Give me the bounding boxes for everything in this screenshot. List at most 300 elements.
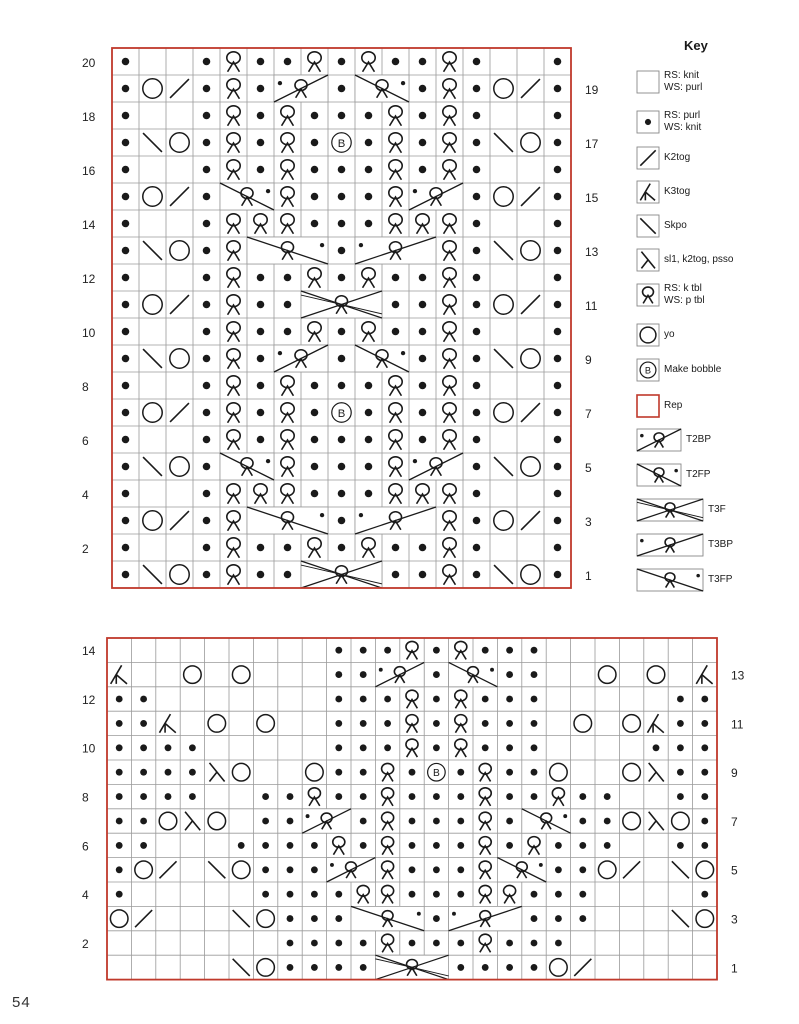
purl-dot-icon — [701, 696, 708, 703]
purl-dot-icon — [122, 517, 130, 525]
row-number-right: 5 — [731, 863, 738, 878]
k2tog-icon — [135, 910, 152, 927]
purl-dot-icon — [392, 544, 400, 552]
purl-dot-icon — [701, 720, 708, 727]
ktbl-icon — [443, 511, 456, 531]
key-item-label: sl1, k2tog, psso — [664, 254, 734, 265]
purl-dot-icon — [311, 463, 319, 471]
ktbl-icon — [406, 690, 418, 708]
purl-dot-icon — [433, 842, 440, 849]
purl-dot-icon — [506, 696, 513, 703]
purl-dot-icon — [360, 720, 367, 727]
yo-icon — [494, 295, 513, 314]
skpo-icon — [672, 861, 689, 878]
key-item-label: RS: purl WS: knit — [664, 110, 702, 133]
key-item-label: T2FP — [686, 469, 711, 480]
purl-dot-icon — [419, 139, 427, 147]
purl-dot-icon — [311, 842, 318, 849]
purl-dot-icon — [338, 436, 346, 444]
purl-dot-icon — [457, 940, 464, 947]
purl-dot-icon — [579, 915, 586, 922]
purl-dot-icon — [473, 220, 481, 228]
purl-dot-icon — [311, 409, 319, 417]
purl-dot-icon — [311, 940, 318, 947]
row-number-left: 20 — [82, 55, 96, 70]
ktbl-icon — [443, 322, 456, 342]
purl-dot-icon — [203, 436, 211, 444]
ktbl-icon — [382, 812, 394, 830]
key-item — [636, 498, 726, 522]
ktbl-icon — [443, 268, 456, 288]
purl-dot-icon — [287, 940, 294, 947]
skpo-icon — [143, 457, 162, 476]
k2tog-icon — [170, 403, 189, 422]
chart-2 — [80, 638, 767, 982]
key-item-label: Skpo — [664, 220, 687, 231]
purl-dot-icon — [287, 866, 294, 873]
purl-dot-icon — [257, 112, 265, 120]
purl-dot-icon — [555, 866, 562, 873]
purl-dot-icon — [311, 490, 319, 498]
purl-dot-icon — [122, 193, 130, 201]
t2bp-icon — [302, 809, 351, 833]
purl-dot-icon — [473, 139, 481, 147]
purl-dot-icon — [122, 571, 130, 579]
yo-icon — [521, 241, 540, 260]
purl-dot-icon — [338, 517, 346, 525]
purl-dot-icon — [531, 744, 538, 751]
key-item-label: Rep — [664, 400, 683, 411]
ktbl-icon — [389, 106, 402, 126]
k2tog-icon — [574, 959, 591, 976]
k2tog-icon — [521, 511, 540, 530]
purl-dot-icon — [531, 769, 538, 776]
yo-icon — [135, 861, 153, 879]
purl-dot-icon — [140, 769, 147, 776]
k2tog-icon — [170, 187, 189, 206]
k2tog-icon — [521, 295, 540, 314]
purl-dot-icon — [677, 744, 684, 751]
purl-dot-icon — [311, 220, 319, 228]
purl-dot-icon — [392, 301, 400, 309]
purl-dot-icon — [140, 793, 147, 800]
purl-dot-icon — [531, 964, 538, 971]
ktbl-icon — [479, 812, 491, 830]
purl-dot-icon — [579, 891, 586, 898]
purl-dot-icon — [203, 328, 211, 336]
key-item — [636, 463, 710, 487]
purl-dot-icon — [419, 544, 427, 552]
ktbl-icon — [389, 403, 402, 423]
purl-dot-icon — [116, 891, 123, 898]
t2fp-icon — [355, 75, 409, 102]
purl-dot-icon — [392, 328, 400, 336]
row-number-left: 10 — [82, 741, 96, 756]
purl-dot-icon — [554, 382, 562, 390]
yo-icon — [170, 133, 189, 152]
purl-dot-icon — [554, 355, 562, 363]
purl-dot-icon — [473, 85, 481, 93]
row-number-left: 12 — [82, 692, 96, 707]
purl-dot-icon — [122, 382, 130, 390]
purl-dot-icon — [384, 647, 391, 654]
ktbl-icon — [227, 241, 240, 261]
yo-icon — [636, 323, 660, 347]
purl-dot-icon — [506, 793, 513, 800]
ktbl-icon — [389, 430, 402, 450]
ktbl-icon — [227, 52, 240, 72]
skpo-icon — [494, 133, 513, 152]
yo-icon — [143, 187, 162, 206]
skpo-icon — [494, 565, 513, 584]
yo-icon — [623, 715, 641, 733]
ktbl-icon — [254, 214, 267, 234]
purl-dot-icon — [554, 463, 562, 471]
row-number-right: 3 — [585, 514, 592, 529]
sl1-k2tog-psso-icon — [209, 763, 224, 782]
purl-dot-icon — [473, 463, 481, 471]
purl-dot-icon — [677, 769, 684, 776]
purl-dot-icon — [531, 647, 538, 654]
purl-dot-icon — [262, 818, 269, 825]
purl-dot-icon — [604, 842, 611, 849]
skpo-icon — [636, 214, 660, 238]
purl-dot-icon — [122, 490, 130, 498]
t2bp-icon — [636, 428, 682, 452]
ktbl-icon — [443, 295, 456, 315]
purl-dot-icon — [419, 436, 427, 444]
purl-dot-icon — [238, 842, 245, 849]
purl-dot-icon — [531, 915, 538, 922]
purl-dot-icon — [579, 818, 586, 825]
purl-dot-icon — [360, 696, 367, 703]
key-item — [636, 323, 675, 347]
purl-dot-icon — [554, 112, 562, 120]
purl-dot-icon — [419, 328, 427, 336]
purl-dot-icon — [653, 744, 660, 751]
skpo-icon — [233, 910, 250, 927]
purl-dot-icon — [203, 193, 211, 201]
svg-text:B: B — [644, 365, 652, 376]
row-number-right: 3 — [731, 912, 738, 927]
yo-icon — [257, 959, 275, 977]
row-number-right: 13 — [585, 244, 599, 259]
purl-dot-icon — [203, 58, 211, 66]
k2tog-icon — [521, 403, 540, 422]
purl-dot-icon — [122, 247, 130, 255]
purl-dot-icon — [165, 769, 172, 776]
purl-dot-icon — [433, 744, 440, 751]
yo-icon — [494, 511, 513, 530]
purl-dot-icon — [311, 436, 319, 444]
ktbl-icon — [281, 187, 294, 207]
key-item — [636, 283, 705, 307]
ktbl-icon — [308, 52, 321, 72]
ktbl-icon — [443, 484, 456, 504]
purl-dot-icon — [203, 301, 211, 309]
purl-dot-icon — [203, 220, 211, 228]
purl-dot-icon — [457, 842, 464, 849]
purl-dot-icon — [419, 355, 427, 363]
purl-dot-icon — [554, 409, 562, 417]
ktbl-icon — [281, 133, 294, 153]
purl-dot-icon — [554, 571, 562, 579]
bobble-icon — [428, 763, 446, 781]
purl-dot-icon — [677, 696, 684, 703]
purl-dot-icon — [473, 58, 481, 66]
ktbl-icon — [389, 133, 402, 153]
ktbl-icon — [254, 484, 267, 504]
yo-icon — [257, 715, 275, 733]
row-number-right: 7 — [731, 814, 738, 829]
purl-dot-icon — [140, 720, 147, 727]
ktbl-icon — [389, 214, 402, 234]
purl-dot-icon — [338, 85, 346, 93]
purl-dot-icon — [122, 112, 130, 120]
purl-dot-icon — [482, 720, 489, 727]
ktbl-icon — [443, 538, 456, 558]
purl-dot-icon — [419, 409, 427, 417]
purl-dot-icon — [409, 842, 416, 849]
yo-icon — [521, 349, 540, 368]
sl1-k2tog-psso-icon — [649, 812, 664, 831]
purl-dot-icon — [473, 382, 481, 390]
yo-icon — [184, 666, 202, 684]
purl-dot-icon — [506, 818, 513, 825]
purl-dot-icon — [392, 58, 400, 66]
ktbl-icon — [406, 715, 418, 733]
purl-dot-icon — [554, 436, 562, 444]
yo-icon — [110, 910, 128, 928]
purl-dot-icon — [531, 793, 538, 800]
purl-dot-icon — [473, 490, 481, 498]
ktbl-icon — [552, 788, 564, 806]
key-item-label: T3FP — [708, 574, 733, 585]
purl-dot-icon — [473, 409, 481, 417]
purl-dot-icon — [287, 964, 294, 971]
ktbl-icon — [455, 690, 467, 708]
yo-icon — [623, 812, 641, 830]
purl-dot-icon — [392, 274, 400, 282]
purl-dot-icon — [554, 166, 562, 174]
t3fp-icon — [636, 568, 704, 592]
yo-icon — [306, 763, 324, 781]
purl-dot-icon — [338, 193, 346, 201]
purl-dot-icon — [506, 964, 513, 971]
purl-dot-icon — [203, 166, 211, 174]
ktbl-icon — [227, 214, 240, 234]
row-number-left: 2 — [82, 541, 89, 556]
purl-dot-icon — [360, 793, 367, 800]
t2bp-icon — [327, 858, 376, 882]
yo-icon — [494, 79, 513, 98]
ktbl-icon — [389, 484, 402, 504]
yo-icon — [170, 457, 189, 476]
key-item — [636, 568, 732, 592]
purl-dot-icon — [335, 964, 342, 971]
purl-dot-icon — [335, 891, 342, 898]
k2tog-icon — [159, 861, 176, 878]
purl-dot-icon — [116, 744, 123, 751]
key-item — [636, 180, 690, 204]
purl-dot-icon — [122, 544, 130, 552]
ktbl-icon — [443, 349, 456, 369]
purl-dot-icon — [473, 517, 481, 525]
purl-dot-icon — [473, 544, 481, 552]
ktbl-icon — [227, 295, 240, 315]
skpo-icon — [494, 349, 513, 368]
purl-dot-icon — [311, 964, 318, 971]
yo-icon — [521, 133, 540, 152]
yo-icon — [696, 910, 714, 928]
purl-dot-icon — [338, 355, 346, 363]
purl-dot-icon — [604, 818, 611, 825]
yo-icon — [170, 241, 189, 260]
row-number-right: 15 — [585, 190, 599, 205]
ktbl-icon — [362, 52, 375, 72]
yo-icon — [143, 403, 162, 422]
skpo-icon — [143, 241, 162, 260]
row-number-left: 2 — [82, 936, 89, 951]
ktbl-icon — [362, 268, 375, 288]
yo-icon — [494, 187, 513, 206]
purl-dot-icon — [419, 571, 427, 579]
k3tog-icon — [159, 714, 175, 733]
purl-dot-icon — [473, 355, 481, 363]
k2tog-icon — [170, 511, 189, 530]
key-item — [636, 358, 721, 382]
svg-text:B: B — [337, 137, 346, 150]
t3fp-icon — [247, 237, 328, 264]
purl-dot-icon — [311, 866, 318, 873]
rep-box-icon — [636, 394, 660, 418]
purl-dot-icon — [203, 355, 211, 363]
purl-dot-icon — [677, 842, 684, 849]
purl-dot-icon — [284, 58, 292, 66]
purl-dot-icon — [116, 818, 123, 825]
skpo-icon — [143, 133, 162, 152]
purl-dot-icon — [531, 696, 538, 703]
yo-icon — [232, 861, 250, 879]
yo-icon — [598, 666, 616, 684]
purl-dot-icon — [365, 382, 373, 390]
ktbl-icon — [227, 376, 240, 396]
k3tog-icon — [647, 714, 663, 733]
ktbl-icon — [281, 106, 294, 126]
purl-dot-icon — [203, 517, 211, 525]
ktbl-icon — [406, 641, 418, 659]
t2fp-icon — [522, 809, 571, 833]
purl-dot-icon — [701, 793, 708, 800]
ktbl-icon — [357, 885, 369, 903]
purl-dot-icon — [457, 793, 464, 800]
purl-dot-icon — [555, 842, 562, 849]
ktbl-icon — [443, 376, 456, 396]
purl-dot-icon — [555, 891, 562, 898]
purl-dot-icon — [457, 818, 464, 825]
purl-dot-icon — [311, 166, 319, 174]
key-item — [636, 428, 711, 452]
purl-dot-icon — [122, 463, 130, 471]
ktbl-icon — [227, 403, 240, 423]
k2tog-icon — [636, 146, 660, 170]
purl-dot-icon — [338, 463, 346, 471]
purl-dot-icon — [365, 463, 373, 471]
yo-icon — [598, 861, 616, 879]
yo-icon — [232, 763, 250, 781]
purl-dot-icon — [409, 940, 416, 947]
purl-dot-icon — [365, 490, 373, 498]
purl-dot-icon — [531, 940, 538, 947]
ktbl-icon — [227, 538, 240, 558]
purl-dot-icon — [506, 769, 513, 776]
t2fp-icon — [449, 662, 498, 686]
key-item — [636, 533, 733, 557]
purl-dot-icon — [604, 793, 611, 800]
purl-dot-icon — [165, 793, 172, 800]
purl-dot-icon — [203, 463, 211, 471]
purl-dot-icon — [122, 301, 130, 309]
row-number-right: 7 — [585, 406, 592, 421]
purl-dot-icon — [116, 720, 123, 727]
ktbl-icon — [443, 160, 456, 180]
purl-dot-icon — [284, 301, 292, 309]
purl-dot-icon — [189, 793, 196, 800]
purl-dot-icon — [257, 436, 265, 444]
t2bp-icon — [409, 453, 463, 480]
purl-dot-icon — [338, 544, 346, 552]
purl-dot-icon — [338, 112, 346, 120]
sl1-k2tog-psso-icon — [649, 763, 664, 782]
purl-dot-icon — [311, 193, 319, 201]
ktbl-icon — [308, 788, 320, 806]
purl-dot-icon — [433, 793, 440, 800]
purl-dot-icon — [335, 915, 342, 922]
key-item — [636, 248, 733, 272]
purl-dot-icon — [506, 720, 513, 727]
purl-dot-icon — [360, 964, 367, 971]
t3bp-icon — [355, 507, 436, 534]
purl-dot-icon — [473, 247, 481, 255]
key-item-label: T2BP — [686, 434, 712, 445]
purl-dot-icon — [360, 744, 367, 751]
purl-dot-icon — [338, 382, 346, 390]
purl-dot-icon — [360, 842, 367, 849]
ktbl-icon — [443, 133, 456, 153]
purl-dot-icon — [433, 696, 440, 703]
purl-dot-icon — [311, 139, 319, 147]
row-number-left: 16 — [82, 163, 96, 178]
purl-dot-icon — [579, 793, 586, 800]
purl-dot-icon — [203, 409, 211, 417]
t2bp-icon — [375, 662, 424, 686]
key-item-label: K3tog — [664, 186, 691, 197]
purl-dot-icon — [140, 696, 147, 703]
key-item-label: Make bobble — [664, 364, 722, 375]
purl-dot-icon — [365, 112, 373, 120]
purl-dot-icon — [473, 328, 481, 336]
key-item-label: RS: k tbl WS: p tbl — [664, 283, 705, 306]
t3bp-icon — [636, 533, 704, 557]
purl-dot-icon — [284, 571, 292, 579]
ktbl-icon — [227, 430, 240, 450]
purl-dot-icon — [473, 301, 481, 309]
purl-dot-icon — [203, 544, 211, 552]
yo-icon — [521, 457, 540, 476]
ktbl-icon — [636, 283, 660, 307]
yo-icon — [696, 861, 714, 879]
ktbl-icon — [479, 861, 491, 879]
